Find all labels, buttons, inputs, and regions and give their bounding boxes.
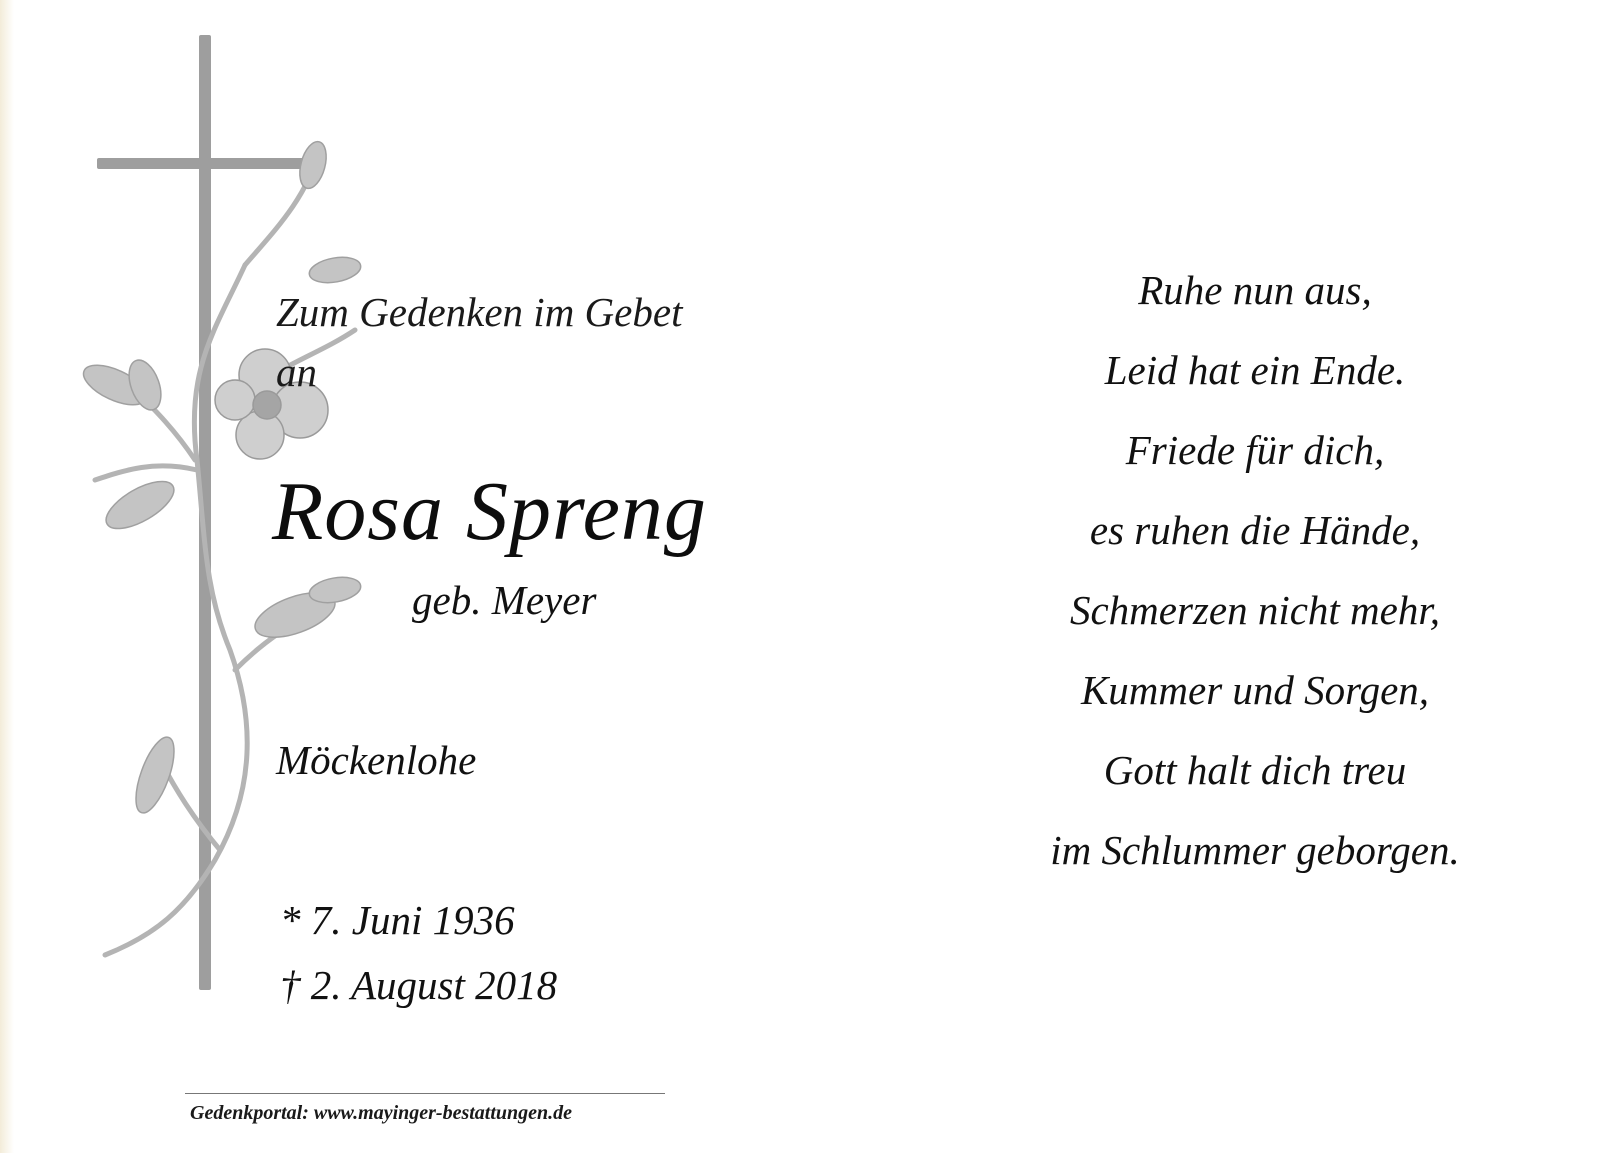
poem-line: Leid hat ein Ende. (1104, 347, 1406, 393)
poem-line: es ruhen die Hände, (1089, 507, 1421, 553)
poem-line: Gott halt dich treu (1103, 747, 1407, 793)
poem-line: Ruhe nun aus, (1138, 267, 1372, 313)
place-of-residence: Möckenlohe (276, 737, 477, 783)
poem-line: Kummer und Sorgen, (1080, 667, 1430, 713)
death-date: † 2. August 2018 (280, 962, 558, 1008)
maiden-name: geb. Meyer (412, 577, 597, 623)
footer-portal-link[interactable]: Gedenkportal: www.mayinger-bestattungen.de (190, 1102, 573, 1124)
intro-line: Zum Gedenken im Gebet (276, 289, 683, 335)
card-edge (0, 0, 14, 1153)
intro-text (276, 282, 682, 402)
poem (985, 250, 1525, 890)
poem-line: Schmerzen nicht mehr, (1069, 587, 1441, 633)
poem-line: im Schlummer geborgen. (1050, 827, 1460, 873)
birth-date: * 7. Juni 1936 (280, 897, 515, 943)
footer-divider (185, 1093, 665, 1094)
intro-line: an (276, 349, 317, 395)
deceased-name: Rosa Spreng (272, 465, 707, 558)
poem-line: Friede für dich, (1125, 427, 1385, 473)
